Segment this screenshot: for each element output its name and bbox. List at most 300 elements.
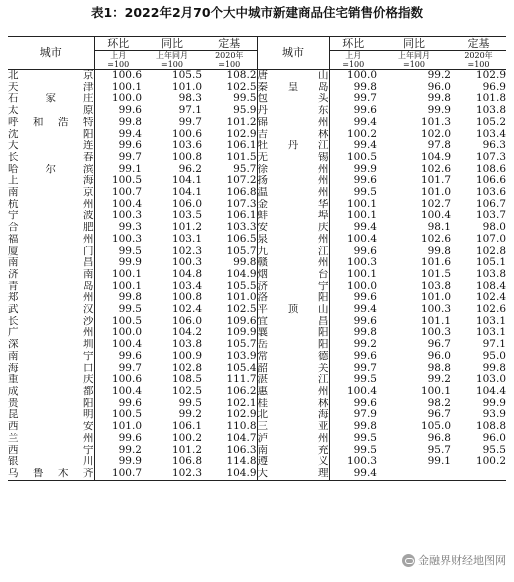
city-name-left: 天津: [8, 81, 94, 93]
mom-value-right: 99.6: [353, 105, 377, 117]
col-eq-yoy-left: =100: [142, 60, 202, 70]
base-value-left: 107.3: [202, 199, 257, 211]
mom-value-right: 99.8: [353, 421, 377, 433]
city-name-right: 牡丹江: [257, 140, 329, 152]
city-name-left: 杭州: [8, 198, 94, 210]
city-name-left: 昆明: [8, 409, 94, 421]
city-name-right: 金华: [257, 198, 329, 210]
base-value-right: 108.8: [475, 421, 506, 433]
price-index-table: [8, 36, 506, 481]
city-name-left: 重庆: [8, 374, 94, 386]
city-name-left: 成都: [8, 385, 94, 397]
table-row: [8, 129, 506, 141]
yoy-value-right: 97.8: [427, 140, 451, 152]
base-value-right: 103.8: [475, 105, 506, 117]
mom-value-right: 99.8: [353, 81, 377, 93]
city-name-right: 湛江: [257, 374, 329, 386]
base-value-right: [451, 468, 506, 480]
city-name-left: 太原: [8, 105, 94, 117]
yoy-value-right: 102.7: [420, 198, 451, 210]
yoy-value-right: 98.2: [427, 397, 451, 409]
yoy-value-left: 99.2: [178, 409, 202, 421]
city-name-right: 岳阳: [257, 339, 329, 351]
base-value-right: 95.5: [482, 444, 506, 456]
base-value-right: 99.8: [482, 362, 506, 374]
base-value-left: 102.5: [202, 82, 257, 94]
mom-value-right: 100.5: [346, 151, 377, 163]
table-row: [8, 386, 506, 398]
city-name-left: 长春: [8, 151, 94, 163]
yoy-value-right: 102.6: [420, 163, 451, 175]
base-value-left: 103.9: [202, 351, 257, 363]
base-value-left: 106.5: [202, 234, 257, 246]
base-value-left: 102.5: [202, 304, 257, 316]
base-value-right: 106.7: [475, 198, 506, 210]
yoy-value-left: 103.1: [171, 233, 202, 245]
mom-value-right: 99.4: [353, 116, 377, 128]
table-row: [8, 105, 506, 117]
base-value-left: 104.7: [202, 433, 257, 445]
yoy-value-right: 96.7: [427, 339, 451, 351]
city-name-right: 韶关: [257, 362, 329, 374]
yoy-value-right: 101.0: [420, 187, 451, 199]
base-value-right: 103.7: [475, 210, 506, 222]
mom-value-right: 100.0: [346, 69, 377, 81]
city-name-left: 宁波: [8, 210, 94, 222]
mom-value-right: 99.5: [353, 432, 377, 444]
city-name-left: 济南: [8, 268, 94, 280]
col-eq-mom-right: =100: [329, 60, 377, 70]
mom-value-right: 100.0: [346, 280, 377, 292]
mom-value-left: 100.5: [111, 409, 142, 421]
city-name-right: 徐州: [257, 163, 329, 175]
yoy-value-right: 104.9: [420, 151, 451, 163]
city-name-left: 南昌: [8, 257, 94, 269]
table-row: [8, 304, 506, 316]
mom-value-right: 100.2: [346, 128, 377, 140]
col-header-city-right: 城市: [257, 37, 329, 70]
base-value-right: 105.2: [475, 116, 506, 128]
yoy-value-left: 100.9: [171, 350, 202, 362]
mom-value-left: 99.6: [118, 432, 142, 444]
yoy-value-left: 103.4: [171, 280, 202, 292]
base-value-right: 102.6: [475, 304, 506, 316]
mom-value-left: 99.8: [118, 116, 142, 128]
city-name-right: 蚌埠: [257, 210, 329, 222]
table-row: [8, 222, 506, 234]
city-name-left: 广州: [8, 327, 94, 339]
yoy-value-right: 99.8: [427, 93, 451, 105]
city-name-left: 呼和浩特: [8, 116, 94, 128]
city-name-left: 乌鲁木齐: [8, 467, 94, 479]
base-value-left: 114.8: [202, 456, 257, 468]
table-row: [8, 398, 506, 410]
city-name-left: 石家庄: [8, 93, 94, 105]
table-row: [8, 281, 506, 293]
yoy-value-right: 96.0: [427, 81, 451, 93]
col-header-yoy-right: 同比: [377, 37, 451, 51]
city-name-right: 泉州: [257, 233, 329, 245]
col-eq-base-left: =100: [202, 60, 257, 70]
city-name-left: 大连: [8, 140, 94, 152]
yoy-value-right: 95.7: [427, 444, 451, 456]
mom-value-left: 99.7: [118, 151, 142, 163]
mom-value-left: 100.6: [111, 69, 142, 81]
base-value-right: 103.1: [475, 327, 506, 339]
table-row: [8, 152, 506, 164]
base-value-right: 101.8: [475, 93, 506, 105]
yoy-value-right: 102.0: [420, 128, 451, 140]
city-name-right: 无锡: [257, 151, 329, 163]
mom-value-left: 99.3: [118, 222, 142, 234]
mom-value-right: 99.7: [353, 93, 377, 105]
table-row: [8, 164, 506, 176]
yoy-value-left: 102.4: [171, 304, 202, 316]
yoy-value-left: 106.1: [171, 421, 202, 433]
yoy-value-left: 102.3: [142, 468, 202, 480]
table-row: [8, 199, 506, 211]
yoy-value-right: 101.1: [420, 315, 451, 327]
mom-value-right: 99.4: [353, 222, 377, 234]
table-row: [8, 363, 506, 375]
table-row: [8, 374, 506, 386]
city-name-left: 上海: [8, 175, 94, 187]
base-value-right: 100.2: [475, 456, 506, 468]
mom-value-left: 100.0: [111, 327, 142, 339]
city-name-right: 洛阳: [257, 292, 329, 304]
base-value-right: 103.4: [475, 128, 506, 140]
table-row: [8, 93, 506, 105]
mom-value-right: 100.3: [346, 456, 377, 468]
mom-value-right: 97.9: [353, 409, 377, 421]
mom-value-left: 100.7: [111, 187, 142, 199]
base-value-left: 106.8: [202, 187, 257, 199]
mom-value-left: 100.4: [111, 385, 142, 397]
city-name-right: 包头: [257, 93, 329, 105]
mom-value-left: 99.2: [118, 444, 142, 456]
mom-value-right: 100.1: [346, 198, 377, 210]
base-value-right: 102.4: [475, 292, 506, 304]
base-value-left: 107.2: [202, 175, 257, 187]
table-row: [8, 456, 506, 468]
table-row: [8, 187, 506, 199]
table-body: [8, 70, 506, 481]
mom-value-left: 99.6: [118, 350, 142, 362]
mom-value-right: 99.6: [353, 175, 377, 187]
city-name-right: 扬州: [257, 175, 329, 187]
mom-value-left: 100.1: [111, 81, 142, 93]
table-row: [8, 257, 506, 269]
base-value-left: 109.6: [202, 316, 257, 328]
col-header-mom-right: 环比: [329, 37, 377, 51]
city-name-left: 西安: [8, 421, 94, 433]
city-name-right: 九江: [257, 245, 329, 257]
yoy-value-right: 100.3: [420, 304, 451, 316]
city-name-right: 桂林: [257, 397, 329, 409]
yoy-value-left: 101.2: [171, 222, 202, 234]
mom-value-left: 99.8: [118, 292, 142, 304]
base-value-right: 108.4: [475, 280, 506, 292]
mom-value-right: 99.8: [353, 327, 377, 339]
base-value-left: 111.7: [202, 374, 257, 386]
base-value-right: 103.1: [475, 315, 506, 327]
base-value-right: 107.0: [475, 233, 506, 245]
yoy-value-left: 104.1: [171, 175, 202, 187]
yoy-value-right: 102.6: [420, 233, 451, 245]
city-name-right: 唐山: [257, 69, 329, 81]
base-value-right: 108.6: [475, 163, 506, 175]
mom-value-left: 99.6: [118, 105, 142, 117]
city-name-right: 惠州: [257, 385, 329, 397]
mom-value-right: 99.4: [353, 304, 377, 316]
col-sub-yoy-right: 上年同月: [377, 51, 451, 61]
mom-value-right: 100.1: [346, 268, 377, 280]
yoy-value-right: 101.0: [420, 292, 451, 304]
col-header-mom-left: 环比: [94, 37, 142, 51]
mom-value-left: 99.6: [118, 140, 142, 152]
yoy-value-left: 102.5: [171, 385, 202, 397]
city-name-left: 长沙: [8, 315, 94, 327]
city-name-right: 吉林: [257, 128, 329, 140]
col-eq-mom-left: =100: [94, 60, 142, 70]
yoy-value-right: 101.6: [420, 257, 451, 269]
base-value-right: 103.0: [475, 374, 506, 386]
mom-value-right: 99.6: [353, 350, 377, 362]
table-row: [8, 292, 506, 304]
yoy-value-left: 103.6: [171, 140, 202, 152]
mom-value-left: 99.5: [118, 304, 142, 316]
city-name-right: 南充: [257, 444, 329, 456]
base-value-left: 95.9: [202, 105, 257, 117]
city-name-right: 秦皇岛: [257, 81, 329, 93]
col-sub-mom-left: 上月: [94, 51, 142, 61]
table-row: [8, 316, 506, 328]
city-name-left: 西宁: [8, 444, 94, 456]
yoy-value-left: 99.7: [178, 116, 202, 128]
mom-value-right: 100.4: [346, 233, 377, 245]
city-name-right: 济宁: [257, 280, 329, 292]
yoy-value-right: 105.0: [420, 421, 451, 433]
base-value-left: 110.8: [202, 421, 257, 433]
yoy-value-right: 96.0: [427, 350, 451, 362]
yoy-value-right: 101.7: [420, 175, 451, 187]
base-value-left: 105.5: [202, 281, 257, 293]
city-name-left: 深圳: [8, 339, 94, 351]
mom-value-left: 99.1: [118, 163, 142, 175]
city-name-left: 青岛: [8, 280, 94, 292]
table-row: [8, 468, 506, 480]
yoy-value-left: 104.2: [171, 327, 202, 339]
mom-value-right: 99.9: [353, 163, 377, 175]
city-name-left: 武汉: [8, 304, 94, 316]
yoy-value-left: 100.8: [171, 292, 202, 304]
city-name-right: 遵义: [257, 456, 329, 468]
col-eq-base-right: =100: [451, 60, 506, 70]
mom-value-left: 100.5: [111, 315, 142, 327]
table-row: [8, 445, 506, 457]
yoy-value-right: 98.8: [427, 362, 451, 374]
table-row: [8, 140, 506, 152]
city-name-right: 锦州: [257, 116, 329, 128]
base-value-right: 105.1: [475, 257, 506, 269]
mom-value-left: 100.1: [111, 280, 142, 292]
mom-value-left: 100.0: [111, 93, 142, 105]
col-header-base-right: 定基: [451, 37, 506, 51]
city-name-right: 三亚: [257, 421, 329, 433]
base-value-right: 103.6: [475, 187, 506, 199]
city-name-right: 北海: [257, 409, 329, 421]
yoy-value-right: 99.2: [427, 69, 451, 81]
yoy-value-left: 101.0: [171, 81, 202, 93]
mom-value-left: 100.4: [111, 339, 142, 351]
city-name-left: 厦门: [8, 245, 94, 257]
city-name-right: 安庆: [257, 222, 329, 234]
mom-value-right: 100.3: [346, 257, 377, 269]
base-value-left: 102.9: [202, 409, 257, 421]
base-value-left: 99.5: [202, 93, 257, 105]
mom-value-left: 100.4: [111, 198, 142, 210]
col-header-city-left: 城市: [8, 37, 94, 70]
base-value-left: 101.0: [202, 292, 257, 304]
mom-value-left: 99.5: [118, 245, 142, 257]
base-value-right: 107.3: [475, 151, 506, 163]
table-row: [8, 246, 506, 258]
base-value-left: 99.8: [202, 257, 257, 269]
mom-value-right: 99.6: [353, 397, 377, 409]
mom-value-right: 100.4: [346, 385, 377, 397]
yoy-value-left: 100.3: [171, 257, 202, 269]
base-value-right: 102.9: [475, 69, 506, 81]
city-name-right: 烟台: [257, 268, 329, 280]
yoy-value-right: 100.1: [420, 385, 451, 397]
base-value-right: 97.1: [482, 339, 506, 351]
table-row: [8, 351, 506, 363]
base-value-right: 102.8: [475, 245, 506, 257]
yoy-value-right: 103.8: [420, 280, 451, 292]
col-sub-mom-right: 上月: [329, 51, 377, 61]
mom-value-right: 99.5: [353, 374, 377, 386]
base-value-left: 109.9: [202, 327, 257, 339]
city-name-right: 大理: [257, 467, 329, 479]
base-value-left: 101.2: [202, 117, 257, 129]
city-name-right: 平顶山: [257, 304, 329, 316]
yoy-value-right: [377, 468, 451, 480]
base-value-left: 102.1: [202, 398, 257, 410]
yoy-value-left: 105.5: [171, 69, 202, 81]
mom-value-left: 100.1: [111, 268, 142, 280]
base-value-left: 106.3: [202, 445, 257, 457]
city-name-right: 丹东: [257, 105, 329, 117]
table-header: [8, 37, 506, 70]
city-name-right: 襄阳: [257, 327, 329, 339]
mom-value-left: 101.0: [111, 421, 142, 433]
base-value-left: 105.4: [202, 363, 257, 375]
table-row: [8, 409, 506, 421]
table-row: [8, 117, 506, 129]
table-title: 表1：2022年2月70个大中城市新建商品住宅销售价格指数: [90, 5, 424, 20]
city-name-left: 南京: [8, 187, 94, 199]
mom-value-left: 99.9: [118, 257, 142, 269]
col-sub-base-right: 2020年: [451, 51, 506, 61]
city-name-left: 沈阳: [8, 128, 94, 140]
base-value-right: 95.0: [482, 350, 506, 362]
yoy-value-left: 104.8: [171, 268, 202, 280]
mom-value-left: 99.6: [118, 397, 142, 409]
mom-value-right: 99.4: [353, 140, 377, 152]
yoy-value-right: 99.2: [427, 374, 451, 386]
yoy-value-right: 100.3: [420, 327, 451, 339]
city-name-left: 兰州: [8, 432, 94, 444]
yoy-value-left: 103.5: [171, 210, 202, 222]
base-value-left: 105.7: [202, 339, 257, 351]
yoy-value-left: 100.2: [171, 432, 202, 444]
table-row: [8, 421, 506, 433]
yoy-value-right: 98.1: [427, 222, 451, 234]
col-sub-base-left: 2020年: [202, 51, 257, 61]
yoy-value-left: 106.0: [171, 315, 202, 327]
city-name-left: 郑州: [8, 292, 94, 304]
city-name-left: 合肥: [8, 222, 94, 234]
city-name-right: 泸州: [257, 432, 329, 444]
base-value-left: 105.7: [202, 246, 257, 258]
city-name-right: 常德: [257, 350, 329, 362]
city-name-right: 宜昌: [257, 315, 329, 327]
mom-value-right: 99.5: [353, 187, 377, 199]
mom-value-right: 99.2: [353, 339, 377, 351]
base-value-left: 95.7: [202, 164, 257, 176]
base-value-right: 96.9: [482, 81, 506, 93]
table-row: [8, 234, 506, 246]
yoy-value-left: 106.8: [171, 456, 202, 468]
yoy-value-right: 96.8: [427, 432, 451, 444]
base-value-left: 104.9: [202, 269, 257, 281]
mom-value-right: 99.6: [353, 315, 377, 327]
mom-value-left: 100.6: [111, 374, 142, 386]
city-name-right: 赣州: [257, 257, 329, 269]
mom-value-right: 99.4: [329, 468, 377, 480]
base-value-left: 104.9: [202, 468, 257, 480]
table-row: [8, 82, 506, 94]
yoy-value-left: 102.8: [171, 362, 202, 374]
watermark: [402, 552, 506, 568]
mom-value-left: 99.9: [118, 456, 142, 468]
yoy-value-left: 101.2: [171, 444, 202, 456]
table-row: [8, 70, 506, 82]
base-value-right: 104.4: [475, 385, 506, 397]
col-sub-yoy-left: 上年同月: [142, 51, 202, 61]
yoy-value-right: 99.1: [427, 456, 451, 468]
base-value-left: 108.2: [202, 70, 257, 82]
base-value-left: 106.2: [202, 386, 257, 398]
yoy-value-right: 100.4: [420, 210, 451, 222]
yoy-value-right: 96.7: [427, 409, 451, 421]
city-name-left: 北京: [8, 69, 94, 81]
mom-value-right: 99.7: [353, 362, 377, 374]
yoy-value-left: 100.6: [171, 128, 202, 140]
yoy-value-left: 99.5: [178, 397, 202, 409]
city-name-left: 哈尔滨: [8, 163, 94, 175]
col-header-yoy-left: 同比: [142, 37, 202, 51]
base-value-left: 101.5: [202, 152, 257, 164]
city-name-left: 海口: [8, 362, 94, 374]
base-value-left: 102.9: [202, 129, 257, 141]
city-name-left: 银川: [8, 456, 94, 468]
yoy-value-left: 104.1: [171, 187, 202, 199]
yoy-value-left: 98.3: [178, 93, 202, 105]
base-value-right: 96.0: [482, 432, 506, 444]
yoy-value-right: 99.8: [427, 245, 451, 257]
table-row: [8, 339, 506, 351]
